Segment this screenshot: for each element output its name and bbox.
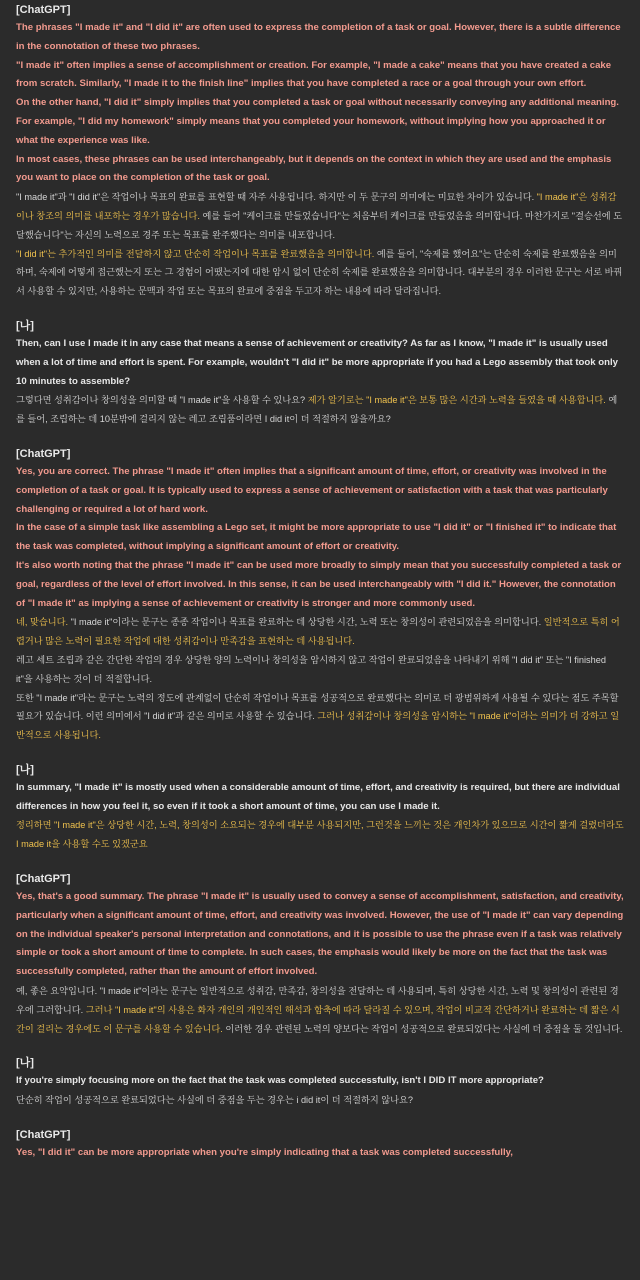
english-paragraph: "I made it" often implies a sense of accomplishment or creation. For example, "I made a cake" means that you have created a cake from scratch. Similarly, "I made it to the finish line" implies that you have completed a race or a goal through your own effort.: [16, 59, 612, 90]
korean-paragraph: [16, 982, 624, 1038]
korean-paragraph: [16, 613, 624, 651]
speaker-label: [ChatGPT]: [16, 447, 71, 460]
speaker-label: [ChatGPT]: [16, 4, 71, 16]
text-segment: 그렇다면 성취감이나 창의성을 의미할 때 "I made it"을 사용할 수 있나요?: [16, 395, 308, 406]
spacer: [16, 854, 624, 869]
text-segment: 예, 좋은 요약입니다. "I made it"이라는 문구는 일반적으로 성취감, 만족감, 창의성을 전달하는 데 사용되며, 특히 상당한 시간, 노력 및 창의성이 관련된 경우에 그러합니다.: [16, 986, 619, 1015]
message-block: [16, 869, 624, 1038]
highlighted-text: 그러나 성취감이나 창의성을 암시하는 "I made it"이라는 의미가 더 강하고 일반적으로 사용됩니다.: [16, 711, 620, 741]
korean-paragraph: [16, 1091, 624, 1110]
message-block: [16, 0, 624, 301]
english-paragraph: Then, can I use I made it in any case that means a sense of achievement or creativity? As far as I know, "I made it" is usually used when a lot of time and effort is spent. For example, wouldn't "I did it" be more appropriate if you had a Lego assembly that took only 10 minutes to assemble?: [16, 337, 618, 387]
korean-paragraph: [16, 651, 624, 689]
text-segment: 예를 들어, "숙제를 했어요"는 단순히 숙제를 완료했음을 의미하며, 숙제에 어떻게 접근했는지 또는 그 경험이 어땠는지에 대한 암시 없이 단순히 숙제를 완료했음을 의미합니다. 대부분의 경우 이러한 문구는 서로 바꿔서 사용할 수 있지만, 사용하는 문맥과 작업 또는 목표의 완료에 중점을 두고자 하는 내용에 따라 달라집니다.: [16, 248, 623, 297]
highlighted-text: 그러나 "I made it"의 사용은 화자 개인의 개인적인 해석과 함축에 따라 달라질 수 있으며, 작업이 비교적 간단하거나 완료하는 데 짧은 시간이 걸리는 경우에도 이 문구를 사용할 수 있습니다.: [16, 1004, 620, 1034]
english-paragraph: In most cases, these phrases can be used interchangeably, but it depends on the context in which they are used and the emphasis you want to place on the completion of the task or goal.: [16, 153, 612, 184]
english-paragraph: Yes, that's a good summary. The phrase "I made it" is usually used to convey a sense of accomplishment, satisfaction, and creativity, particularly when a significant amount of time, effort, and creativity was involved. However, the use of "I made it" can vary depending on the individual speaker's personal interpretation and connotations, and it is possible to use the phrase even if a task was relatively simple or took a short amount of time to complete. In such cases, the emphasis would likely be more on the fact that the task was successfully completed, rather than the amount of effort involved.: [16, 891, 624, 978]
text-segment: 이러한 경우 관련된 노력의 양보다는 작업이 성공적으로 완료되었다는 사실에 더 중점을 둘 것입니다.: [222, 1023, 623, 1034]
spacer: [16, 301, 624, 316]
spacer: [16, 1038, 624, 1053]
spacer: [16, 429, 624, 444]
text-segment: "I made it"과 "I did it"은 작업이나 목표의 완료를 표현할 때 자주 사용됩니다. 하지만 이 두 문구의 의미에는 미묘한 차이가 있습니다.: [16, 192, 537, 203]
speaker-label: [ChatGPT]: [16, 873, 71, 886]
speaker-label: [나]: [16, 763, 34, 776]
text-segment: 단순히 작업이 성공적으로 완료되었다는 사실에 더 중점을 두는 경우는 i did it이 더 적절하지 않나요?: [16, 1095, 413, 1106]
korean-paragraph: [16, 245, 624, 301]
message-block: [16, 1053, 624, 1110]
message-block: [16, 1125, 624, 1163]
english-paragraph: The phrases "I made it" and "I did it" are often used to express the completion of a task or goal. However, there is a subtle difference in the connotation of these two phrases.: [16, 22, 621, 52]
text-segment: 레고 세트 조립과 같은 간단한 작업의 경우 상당한 양의 노력이나 창의성을 암시하지 않고 작업이 완료되었음을 나타내기 위해 "I did it" 또는 "I finished it"을 사용하는 것이 더 적절합니다.: [16, 654, 606, 684]
highlighted-text: "I made it"은 성취감이나 창조의 의미를 내포하는 경우가 많습니다.: [16, 192, 617, 221]
spacer: [16, 1110, 624, 1125]
english-paragraph: Yes, "I did it" can be more appropriate when you're simply indicating that a task was completed successfully,: [16, 1147, 513, 1159]
speaker-label: [나]: [16, 319, 34, 332]
english-paragraph: It's also worth noting that the phrase "I made it" can be used more broadly to simply mean that you successfully completed a task or goal, regardless of the level of effort involved. In this sense, it can be used interchangeably with "I did it." However, the connotation of "I made it" as implying a sense of achievement or creativity is stronger and more commonly used.: [16, 559, 622, 609]
english-paragraph: If you're simply focusing more on the fact that the task was completed successfully, isn't I DID IT more appropriate?: [16, 1075, 544, 1087]
highlighted-text: 일반적으로 특히 어렵거나 많은 노력이 필요한 작업에 대한 성취감이나 만족감을 표현하는 데 사용됩니다.: [16, 617, 620, 647]
speaker-label: [나]: [16, 1057, 34, 1070]
korean-paragraph: [16, 391, 624, 429]
english-paragraph: On the other hand, "I did it" simply implies that you completed a task or goal without necessarily conveying any additional meaning. For example, "I did my homework" simply means that you completed your homework, without implying how you approached it or what the experience was like.: [16, 97, 619, 146]
chat-transcript: [6, 0, 634, 1163]
highlighted-text: 제가 알기로는 "I made it"은 보통 많은 시간과 노력을 들였을 때 사용합니다.: [307, 395, 606, 406]
message-block: [16, 760, 624, 854]
message-block: [16, 316, 624, 429]
korean-paragraph: [16, 816, 624, 854]
message-block: [16, 444, 624, 745]
highlighted-text: 정리하면 "I made it"은 상당한 시간, 노력, 창의성이 소요되는 경우에 대부분 사용되지만, 그런것을 느끼는 것은 개인차가 있으므로 시간이 짧게 걸렸더라도 I made it을 사용할 수도 있겠군요: [16, 820, 624, 850]
korean-paragraph: [16, 689, 624, 745]
highlighted-text: "I did it"는 추가적인 의미를 전달하지 않고 단순히 작업이나 목표를 완료했음을 의미합니다.: [16, 248, 375, 259]
text-segment: 또한 "I made it"라는 문구는 노력의 정도에 관계없이 단순히 작업이나 목표를 성공적으로 완료했다는 의미로 더 광범위하게 사용될 수 있다는 점도 주목할 필요가 있습니다. 이런 의미에서 "I did it"과 같은 의미로 사용할 수 있습니다.: [16, 692, 619, 722]
text-segment: 예를 들어, 조립하는 데 10분밖에 걸리지 않는 레고 조립품이라면 I did it이 더 적절하지 않을까요?: [16, 395, 618, 425]
spacer: [16, 745, 624, 760]
highlighted-text: 네, 맞습니다.: [16, 617, 69, 628]
text-segment: "I made it"이라는 문구는 종종 작업이나 목표를 완료하는 데 상당한 시간, 노력 또는 창의성이 관련되었음을 의미합니다.: [68, 617, 544, 628]
speaker-label: [ChatGPT]: [16, 1129, 71, 1142]
english-paragraph: In the case of a simple task like assembling a Lego set, it might be more appropriate to use "I did it" or "I finished it" to indicate that the task was completed, without implying a significant amount of effort or creativity.: [16, 522, 617, 553]
korean-paragraph: [16, 188, 624, 244]
english-paragraph: In summary, "I made it" is mostly used when a considerable amount of time, effort, and creativity is required, but there are individual differences in how you feel it, so even if it took a short amount of time, you can use I made it.: [16, 781, 620, 812]
english-paragraph: Yes, you are correct. The phrase "I made it" often implies that a significant amount of time, effort, or creativity was involved in the completion of a task or goal. It is typically used to express a sense of achievement or satisfaction with a task that was particularly challenging or required a lot of hard work.: [16, 465, 608, 515]
text-segment: 예를 들어 "케이크를 만들었습니다"는 처음부터 케이크를 만들었음을 의미합니다. 마찬가지로 "결승선에 도달했습니다"는 자신의 노력으로 경주 또는 목표를 완주했다는 의미를 내포합니다.: [16, 210, 622, 240]
